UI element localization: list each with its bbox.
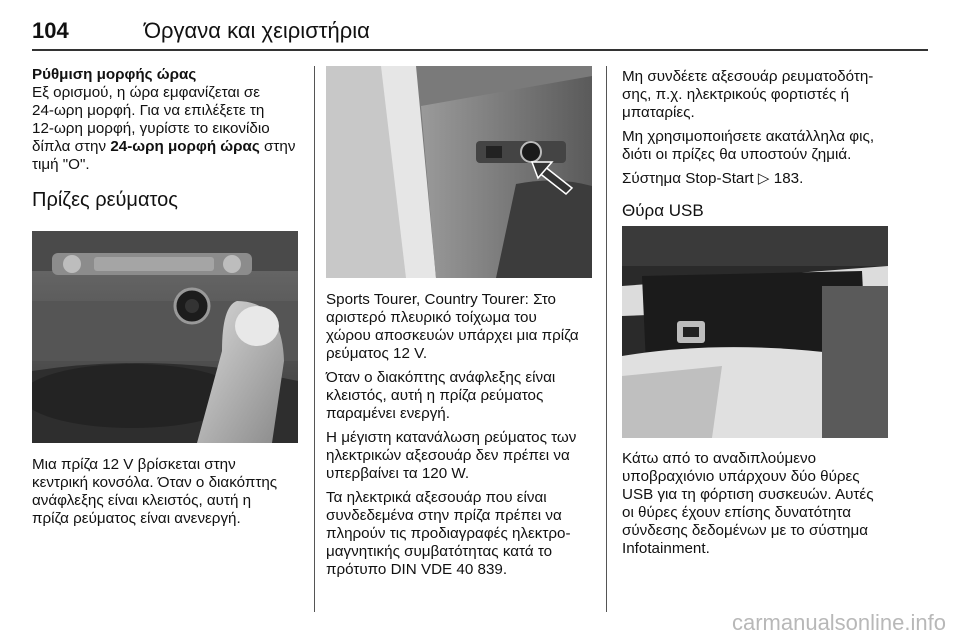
text-line: Τα ηλεκτρικά αξεσουάρ που είναι <box>326 489 547 506</box>
text-line: τιμή "O". <box>32 156 90 173</box>
text-line: αριστερό πλευρικό τοίχωμα του <box>326 309 537 326</box>
column-2 <box>326 291 601 585</box>
column-1 <box>32 66 302 212</box>
text-line: Μη χρησιμοποιήσετε ακατάλληλα φις, <box>622 128 875 145</box>
usb-port-photo <box>622 226 888 438</box>
column-3 <box>622 68 907 222</box>
time-format-paragraph <box>32 84 302 174</box>
text-line: 24-ωρη μορφή. Για να επιλέξετε τη <box>32 102 265 119</box>
text-line: Κάτω από το αναδιπλούμενο <box>622 450 817 467</box>
page-title: Όργανα και χειριστήρια <box>144 18 370 43</box>
usb-caption <box>622 450 907 558</box>
console-socket-illustration <box>32 231 298 443</box>
plug-warning-paragraph <box>622 128 907 164</box>
text-line: συνδεδεμένα στην πρίζα πρέπει να <box>326 507 562 524</box>
column-1-caption <box>32 456 307 528</box>
no-charger-paragraph <box>622 68 907 122</box>
text-run: στην <box>259 138 296 155</box>
ignition-paragraph <box>326 369 601 423</box>
emc-paragraph <box>326 489 601 579</box>
section-title-power-outlets: Πρίζες ρεύματος <box>32 189 178 211</box>
text-line: Εξ ορισμού, η ώρα εμφανίζεται σε <box>32 84 260 101</box>
column-divider-2 <box>606 66 607 612</box>
console-socket-photo <box>32 231 298 443</box>
max-power-paragraph <box>326 429 601 483</box>
cargo-socket-photo <box>326 66 592 278</box>
text-line: υποβραχιόνιο υπάρχουν δύο θύρες <box>622 468 860 485</box>
text-line: μπαταρίες. <box>622 104 695 121</box>
text-line: μαγνητικής συμβατότητας κατά το <box>326 543 553 560</box>
text-run: δίπλα στην <box>32 138 111 155</box>
text-line: παραμένει ενεργή. <box>326 405 450 422</box>
text-line: χώρου αποσκευών υπάρχει μια πρίζα <box>326 327 579 344</box>
subheading-time-format: Ρύθμιση μορφής ώρας <box>32 66 197 83</box>
text-line: πρίζα ρεύματος είναι ανενεργή. <box>32 510 241 527</box>
text-line: σης, π.χ. ηλεκτρικούς φορτιστές ή <box>622 86 850 103</box>
text-line <box>32 138 302 156</box>
watermark: carmanualsonline.info <box>731 610 946 635</box>
cargo-socket-paragraph <box>326 291 601 363</box>
text-line: οι θύρες έχουν επίσης δυνατότητα <box>622 504 851 521</box>
text-line: 12-ωρη μορφή, γυρίστε το εικονίδιο <box>32 120 270 137</box>
text-line: Μη συνδέετε αξεσουάρ ρευματοδότη- <box>622 68 874 85</box>
page-header <box>32 18 928 52</box>
text-line: Infotainment. <box>622 540 710 557</box>
text-line: USB για τη φόρτιση συσκευών. Αυτές <box>622 486 874 503</box>
page-reference-icon: ▷ <box>757 170 770 187</box>
text-line: πληρούν τις προδιαγραφές ηλεκτρο- <box>326 525 571 542</box>
section-title-usb: Θύρα USB <box>622 201 704 220</box>
text-line: ρεύματος 12 V. <box>326 345 428 362</box>
text-run: Σύστημα Stop-Start <box>622 170 758 187</box>
reference-page-number: 183. <box>773 170 804 187</box>
bold-term: 24-ωρη μορφή ώρας <box>110 138 260 155</box>
cargo-socket-illustration <box>326 66 592 278</box>
header-rule <box>32 49 928 51</box>
text-line: πρότυπο DIN VDE 40 839. <box>326 561 508 578</box>
text-line: ανάφλεξης είναι κλειστός, αυτή η <box>32 492 252 509</box>
text-line: ηλεκτρικών αξεσουάρ δεν πρέπει να <box>326 447 570 464</box>
text-line: Όταν ο διακόπτης ανάφλεξης είναι <box>326 369 556 386</box>
text-line: Μια πρίζα 12 V βρίσκεται στην <box>32 456 236 473</box>
text-line: διότι οι πρίζες θα υποστούν ζημιά. <box>622 146 852 163</box>
text-line: υπερβαίνει τα 120 W. <box>326 465 470 482</box>
page-number: 104 <box>32 18 69 43</box>
usb-port-illustration <box>622 226 888 438</box>
text-line: κεντρική κονσόλα. Όταν ο διακόπτης <box>32 474 278 491</box>
text-line: κλειστός, αυτή η πρίζα ρεύματος <box>326 387 544 404</box>
text-line: Η μέγιστη κατανάλωση ρεύματος των <box>326 429 577 446</box>
stop-start-reference[interactable] <box>622 170 907 188</box>
text-line: Sports Tourer, Country Tourer: Στο <box>326 291 556 308</box>
column-divider-1 <box>314 66 315 612</box>
text-line: σύνδεσης δεδομένων με το σύστημα <box>622 522 868 539</box>
